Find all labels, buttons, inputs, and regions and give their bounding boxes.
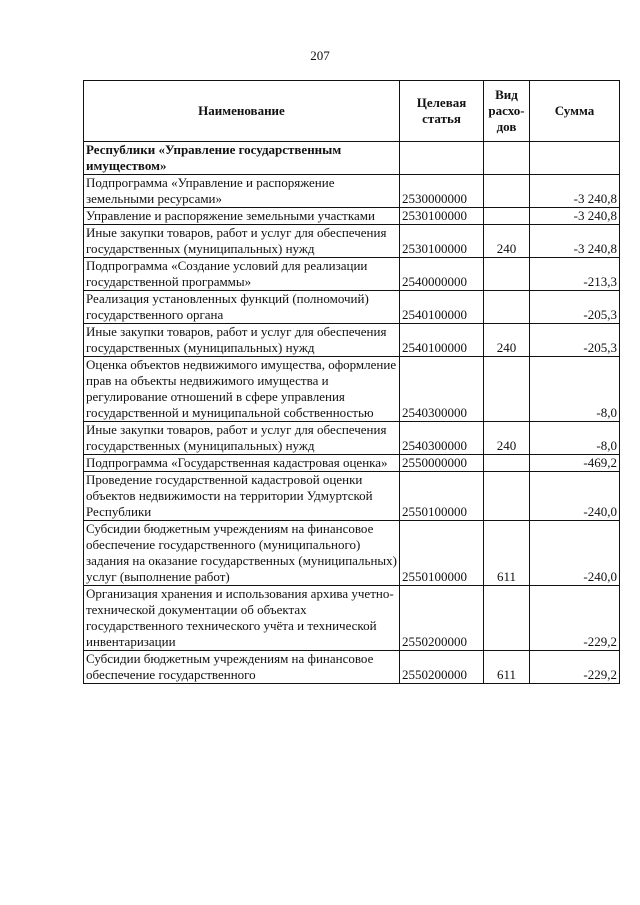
row-name-cell: Субсидии бюджетным учреждениям на финансовое обеспечение государственного (муниципального) задания на оказание государственных (муниципальных) услуг (выполнение работ)	[84, 521, 400, 586]
row-code-cell: 2530000000	[400, 175, 484, 208]
row-vid-cell	[484, 175, 530, 208]
row-vid-cell: 240	[484, 324, 530, 357]
table-row	[84, 651, 620, 684]
row-vid-cell: 240	[484, 422, 530, 455]
table-row	[84, 422, 620, 455]
row-sum-cell: -205,3	[530, 324, 620, 357]
budget-table	[83, 80, 620, 684]
row-name-cell: Оценка объектов недвижимого имущества, оформление прав на объекты недвижимого имущества и регулирование отношений в сфере управления государственной и муниципальной собственностью	[84, 357, 400, 422]
row-name-cell: Подпрограмма «Создание условий для реализации государственной программы»	[84, 258, 400, 291]
row-code-cell: 2550200000	[400, 651, 484, 684]
row-name-cell: Иные закупки товаров, работ и услуг для обеспечения государственных (муниципальных) нужд	[84, 422, 400, 455]
row-sum-cell: -240,0	[530, 472, 620, 521]
row-vid-cell	[484, 455, 530, 472]
table-row	[84, 521, 620, 586]
table-row	[84, 357, 620, 422]
row-name-cell: Подпрограмма «Управление и распоряжение земельными ресурсами»	[84, 175, 400, 208]
row-code-cell: 2540300000	[400, 357, 484, 422]
row-code-cell: 2550100000	[400, 472, 484, 521]
row-sum-cell: -3 240,8	[530, 225, 620, 258]
row-name-cell: Иные закупки товаров, работ и услуг для обеспечения государственных (муниципальных) нужд	[84, 225, 400, 258]
row-vid-cell	[484, 472, 530, 521]
row-code-cell: 2540300000	[400, 422, 484, 455]
row-vid-cell	[484, 357, 530, 422]
row-vid-cell	[484, 258, 530, 291]
table-row	[84, 208, 620, 225]
table-row	[84, 586, 620, 651]
row-vid-cell	[484, 291, 530, 324]
row-code-cell: 2540000000	[400, 258, 484, 291]
table-row	[84, 472, 620, 521]
row-name-cell: Управление и распоряжение земельными участками	[84, 208, 400, 225]
table-row	[84, 225, 620, 258]
row-vid-cell: 611	[484, 651, 530, 684]
row-code-cell: 2540100000	[400, 291, 484, 324]
table-row	[84, 324, 620, 357]
row-sum-cell: -213,3	[530, 258, 620, 291]
header-code: Целевая статья	[400, 81, 484, 142]
row-vid-cell	[484, 142, 530, 175]
table-row	[84, 455, 620, 472]
row-sum-cell: -240,0	[530, 521, 620, 586]
row-code-cell: 2550200000	[400, 586, 484, 651]
row-code-cell: 2550100000	[400, 521, 484, 586]
header-name: Наименование	[84, 81, 400, 142]
page-number: 207	[310, 48, 330, 63]
table-row	[84, 142, 620, 175]
table-row	[84, 258, 620, 291]
row-name-cell: Республики «Управление государственным имуществом»	[84, 142, 400, 175]
row-sum-cell: -3 240,8	[530, 208, 620, 225]
row-sum-cell	[530, 142, 620, 175]
row-vid-cell: 611	[484, 521, 530, 586]
row-sum-cell: -8,0	[530, 357, 620, 422]
row-name-cell: Субсидии бюджетным учреждениям на финансовое обеспечение государственного	[84, 651, 400, 684]
row-name-cell: Проведение государственной кадастровой оценки объектов недвижимости на территории Удмуртской Республики	[84, 472, 400, 521]
table-body	[84, 142, 620, 684]
row-code-cell: 2530100000	[400, 225, 484, 258]
row-sum-cell: -205,3	[530, 291, 620, 324]
row-sum-cell: -229,2	[530, 586, 620, 651]
table-row	[84, 175, 620, 208]
row-code-cell: 2530100000	[400, 208, 484, 225]
header-sum: Сумма	[530, 81, 620, 142]
row-code-cell: 2550000000	[400, 455, 484, 472]
row-vid-cell: 240	[484, 225, 530, 258]
row-sum-cell: -469,2	[530, 455, 620, 472]
row-sum-cell: -3 240,8	[530, 175, 620, 208]
row-code-cell: 2540100000	[400, 324, 484, 357]
row-sum-cell: -229,2	[530, 651, 620, 684]
row-name-cell: Реализация установленных функций (полномочий) государственного органа	[84, 291, 400, 324]
row-name-cell: Организация хранения и использования архива учетно-технической документации об объектах государственного технического учёта и технической инвентаризации	[84, 586, 400, 651]
row-name-cell: Иные закупки товаров, работ и услуг для обеспечения государственных (муниципальных) нужд	[84, 324, 400, 357]
row-code-cell	[400, 142, 484, 175]
row-sum-cell: -8,0	[530, 422, 620, 455]
row-vid-cell	[484, 208, 530, 225]
row-vid-cell	[484, 586, 530, 651]
header-vid: Вид расхо-дов	[484, 81, 530, 142]
table-row	[84, 291, 620, 324]
row-name-cell: Подпрограмма «Государственная кадастровая оценка»	[84, 455, 400, 472]
table-header-row	[84, 81, 620, 142]
